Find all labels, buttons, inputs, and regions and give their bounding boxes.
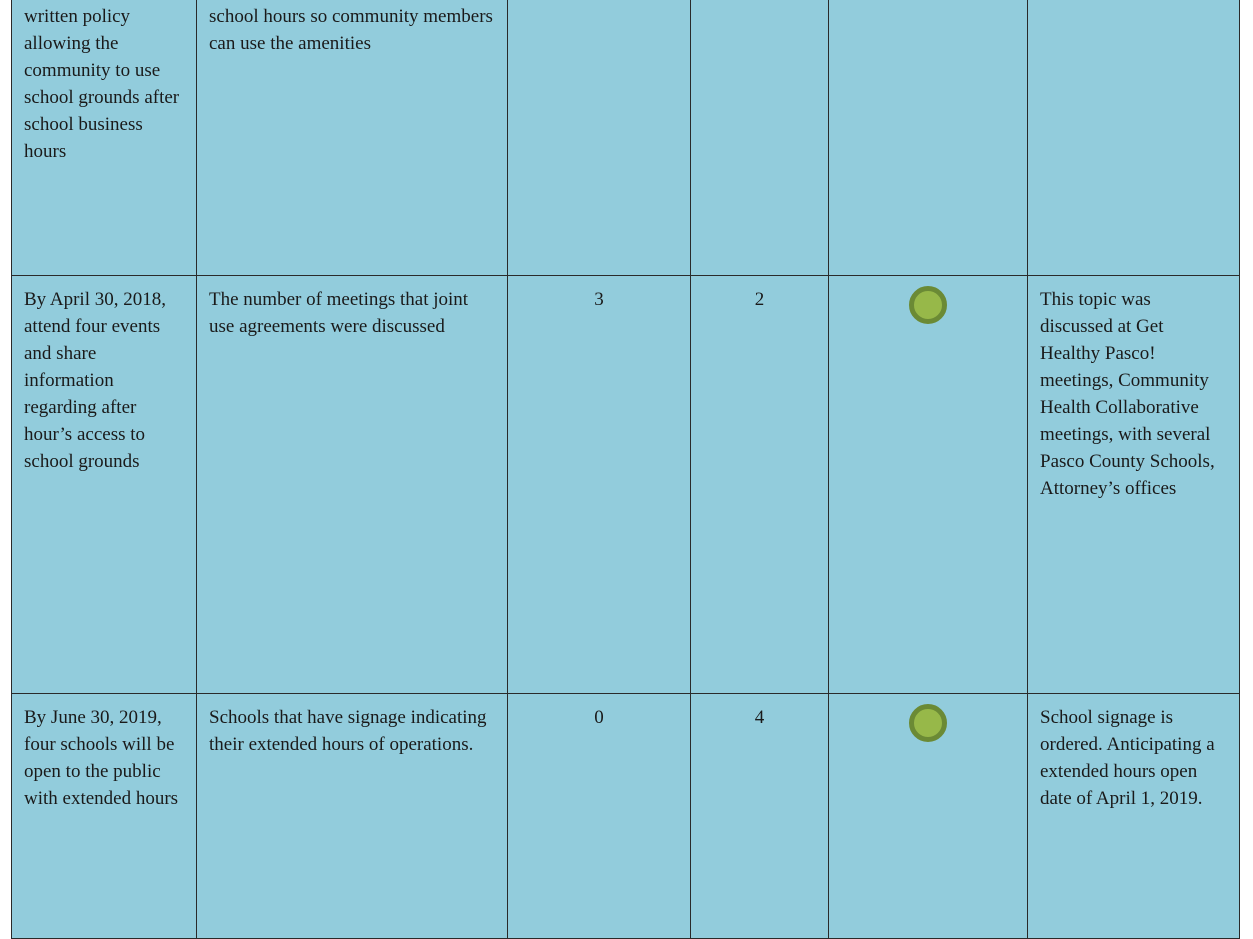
table-row [12, 276, 1240, 694]
objective-cell: By April 30, 2018, attend four events and share information regarding after hour’s access to school grounds [12, 276, 197, 694]
target-cell: 2 [691, 276, 829, 694]
target-cell: 4 [691, 694, 829, 939]
table-row [12, 694, 1240, 939]
table-row [12, 0, 1240, 276]
status-green-circle-icon [909, 286, 947, 324]
baseline-cell: 0 [508, 694, 691, 939]
objective-cell: By June 30, 2019, four schools will be open to the public with extended hours [12, 694, 197, 939]
status-green-circle-icon [909, 704, 947, 742]
objective-cell: written policy allowing the community to use school grounds after school business hours [12, 0, 197, 276]
status-cell [829, 276, 1028, 694]
measure-cell: The number of meetings that joint use agreements were discussed [197, 276, 508, 694]
comments-cell: This topic was discussed at Get Healthy Pasco! meetings, Community Health Collaborative meetings, with several Pasco County Schools, Attorney’s offices [1028, 276, 1240, 694]
baseline-cell [508, 0, 691, 276]
status-cell [829, 0, 1028, 276]
measure-cell: Schools that have signage indicating their extended hours of operations. [197, 694, 508, 939]
comments-cell: School signage is ordered. Anticipating a extended hours open date of April 1, 2019. [1028, 694, 1240, 939]
comments-cell [1028, 0, 1240, 276]
baseline-cell: 3 [508, 276, 691, 694]
progress-table [11, 0, 1240, 939]
status-cell [829, 694, 1028, 939]
measure-cell: school hours so community members can use the amenities [197, 0, 508, 276]
target-cell [691, 0, 829, 276]
